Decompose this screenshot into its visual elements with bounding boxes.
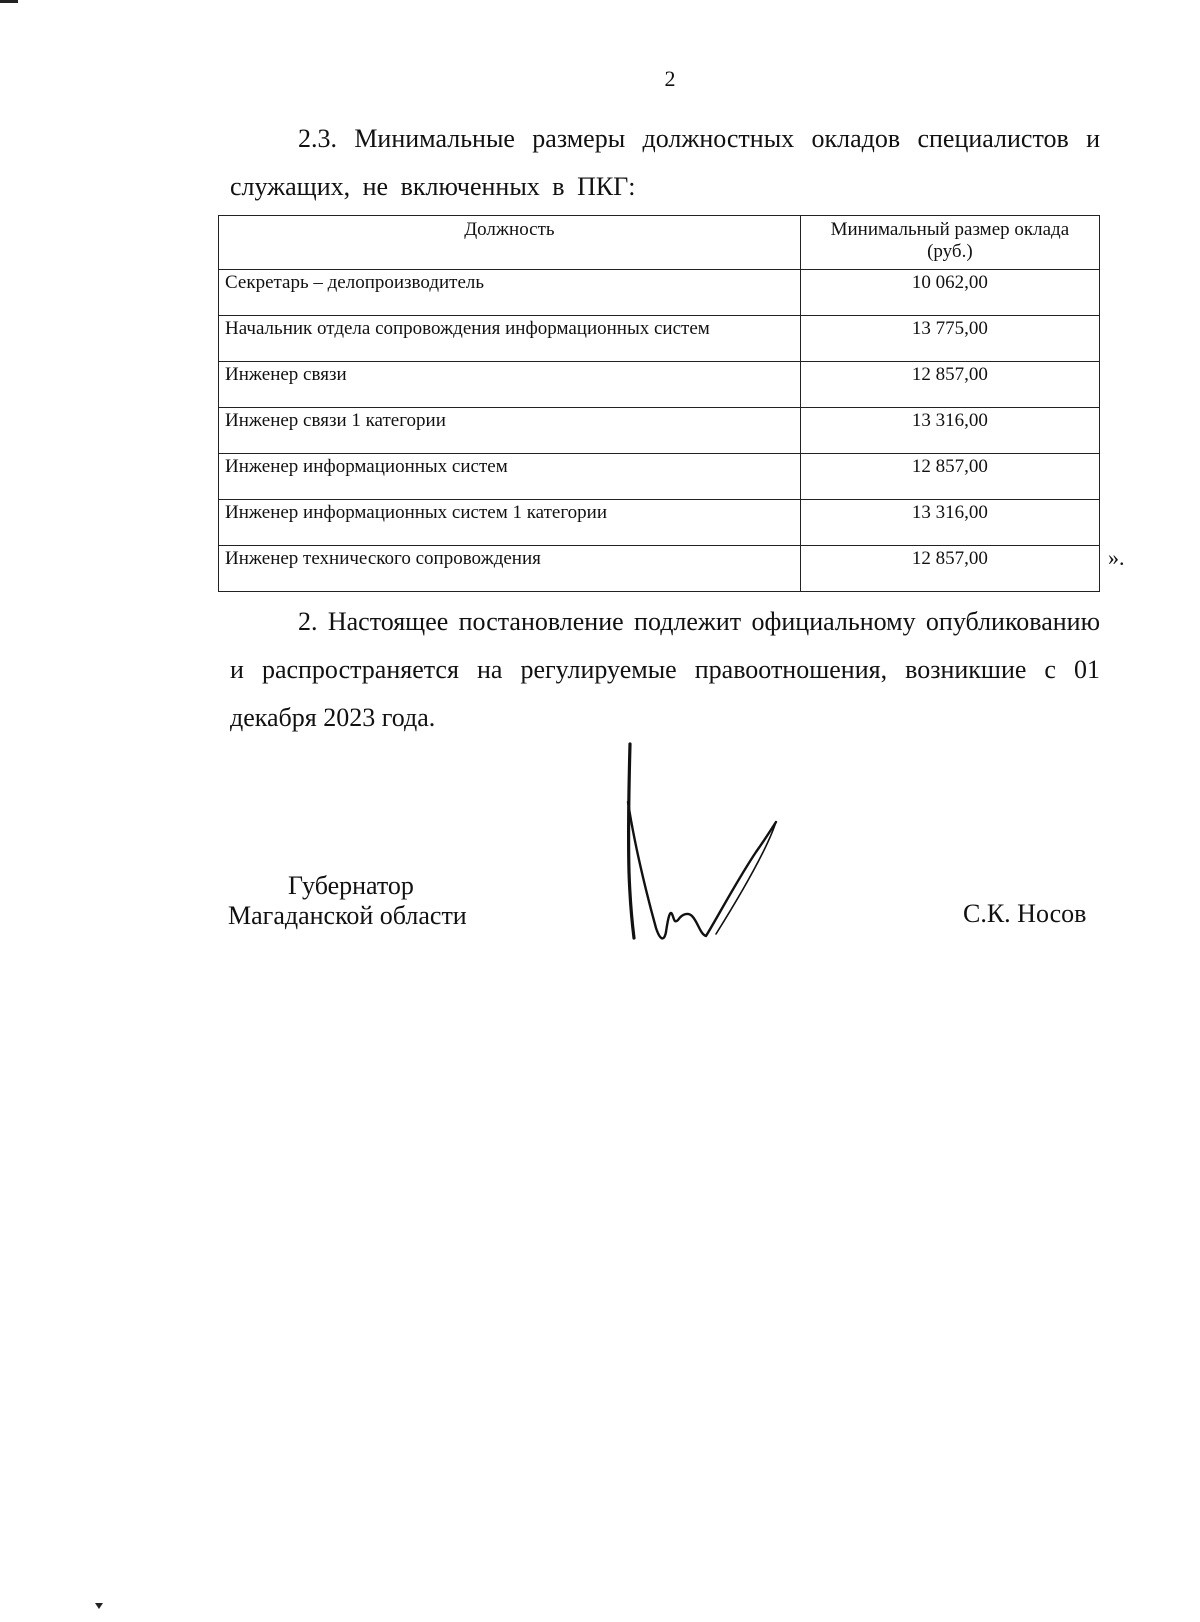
- cell-position: Инженер информационных систем: [219, 454, 801, 500]
- page-number: 2: [664, 66, 676, 91]
- table-row: [219, 316, 1100, 362]
- cell-position: Секретарь – делопроизводитель: [219, 270, 801, 316]
- cell-position: Инженер связи: [219, 362, 801, 408]
- header-position: Должность: [219, 216, 801, 270]
- scan-speck: [94, 1602, 104, 1610]
- table-row: [219, 270, 1100, 316]
- cell-position: Инженер информационных систем 1 категории: [219, 500, 801, 546]
- handwritten-signature: [626, 742, 816, 972]
- table-row: [219, 454, 1100, 500]
- cell-amount: 13 775,00: [800, 316, 1099, 362]
- cell-amount: 12 857,00: [800, 546, 1099, 592]
- section-2-3-paragraph: 2.3. Минимальные размеры должностных окладов специалистов и служащих, не включенных в ПКГ:: [230, 124, 1100, 201]
- table-header-row: [219, 216, 1100, 270]
- salary-table: [218, 215, 1100, 592]
- cell-position: Начальник отдела сопровождения информационных систем: [219, 316, 801, 362]
- signer-title-line2: Магаданской области: [228, 901, 467, 930]
- signer-title-line1: Губернатор: [288, 871, 414, 900]
- signer-name: С.К. Носов: [963, 899, 1087, 928]
- cell-position: Инженер связи 1 категории: [219, 408, 801, 454]
- cell-amount: 12 857,00: [800, 454, 1099, 500]
- closing-quote: ».: [1108, 545, 1125, 570]
- signer-title: [228, 871, 467, 931]
- table-row: [219, 500, 1100, 546]
- table-row: [219, 408, 1100, 454]
- cell-amount: 13 316,00: [800, 408, 1099, 454]
- cell-position: Инженер технического сопровождения: [219, 546, 801, 592]
- table-row: [219, 546, 1100, 592]
- header-amount: Минимальный размер оклада (руб.): [800, 216, 1099, 270]
- table-row: [219, 362, 1100, 408]
- scan-edge-mark: [0, 0, 18, 3]
- section-2-paragraph: 2. Настоящее постановление подлежит официальному опубликованию и распространяется на регулируемые правоотношения, возникшие с 01 декабря 2023 года.: [230, 607, 1100, 732]
- cell-amount: 13 316,00: [800, 500, 1099, 546]
- cell-amount: 10 062,00: [800, 270, 1099, 316]
- cell-amount: 12 857,00: [800, 362, 1099, 408]
